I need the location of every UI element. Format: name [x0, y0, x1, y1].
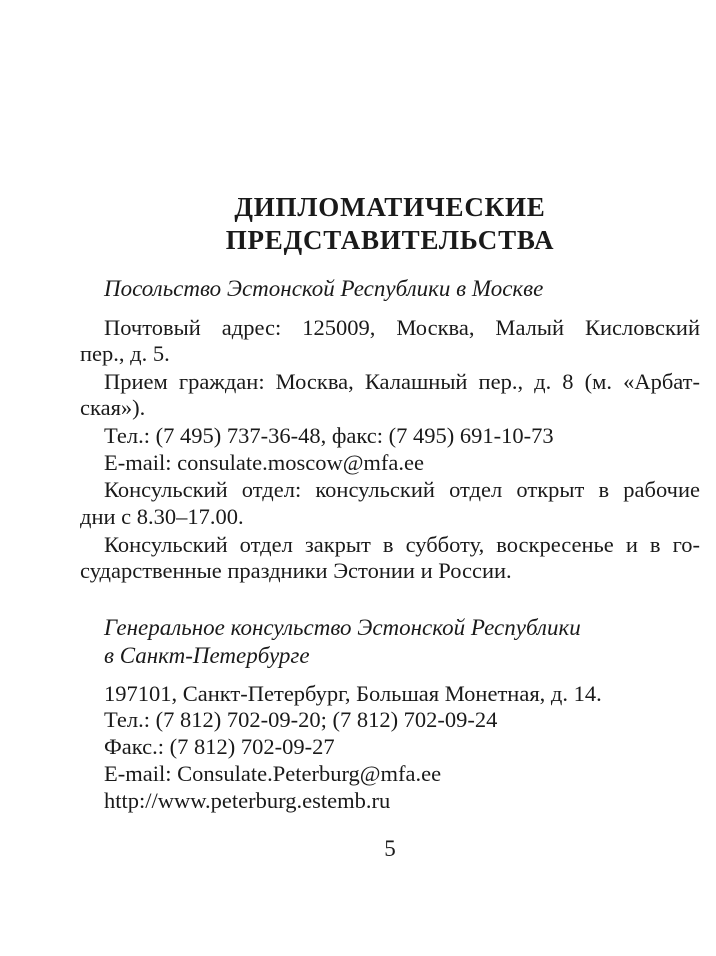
- consulate-email: E-mail: Consulate.Peterburg@mfa.ee: [104, 761, 442, 786]
- embassy-heading: Посольство Эстонской Республики в Москве: [104, 276, 544, 301]
- embassy-closed-days-line-1: Консульский отдел закрыт в субботу, воскресенье и в го-: [104, 532, 700, 557]
- page-title-line-1: ДИПЛОМАТИЧЕСКИЕ: [234, 192, 546, 222]
- embassy-postal-address-line-2: пер., д. 5.: [80, 341, 170, 366]
- embassy-postal-address-line-1: Почтовый адрес: 125009, Москва, Малый Кисловский: [104, 315, 700, 340]
- consulate-phone: Тел.: (7 812) 702-09-20; (7 812) 702-09-24: [104, 707, 498, 732]
- consulate-address: 197101, Санкт-Петербург, Большая Монетная, д. 14.: [104, 681, 602, 706]
- embassy-reception-line-1: Прием граждан: Москва, Калашный пер., д. 8 (м. «Арбат-: [104, 369, 700, 394]
- embassy-closed-days-line-2: сударственные праздники Эстонии и России.: [80, 558, 512, 583]
- embassy-consular-hours-line-2: дни с 8.30–17.00.: [80, 504, 244, 529]
- embassy-consular-hours-line-1: Консульский отдел: консульский отдел открыт в рабочие: [104, 477, 700, 502]
- page-number: 5: [384, 836, 396, 861]
- consulate-heading-line-1: Генеральное консульство Эстонской Республики: [104, 615, 581, 640]
- page-title-line-2: ПРЕДСТАВИТЕЛЬСТВА: [225, 225, 555, 255]
- consulate-fax: Факс.: (7 812) 702-09-27: [104, 734, 335, 759]
- consulate-website: http://www.peterburg.estemb.ru: [104, 788, 391, 813]
- consulate-heading-line-2: в Санкт-Петербурге: [104, 643, 310, 668]
- embassy-reception-line-2: ская»).: [80, 395, 146, 420]
- embassy-phone: Тел.: (7 495) 737-36-48, факс: (7 495) 691-10-73: [104, 423, 554, 448]
- embassy-email: E-mail: consulate.moscow@mfa.ee: [104, 450, 424, 475]
